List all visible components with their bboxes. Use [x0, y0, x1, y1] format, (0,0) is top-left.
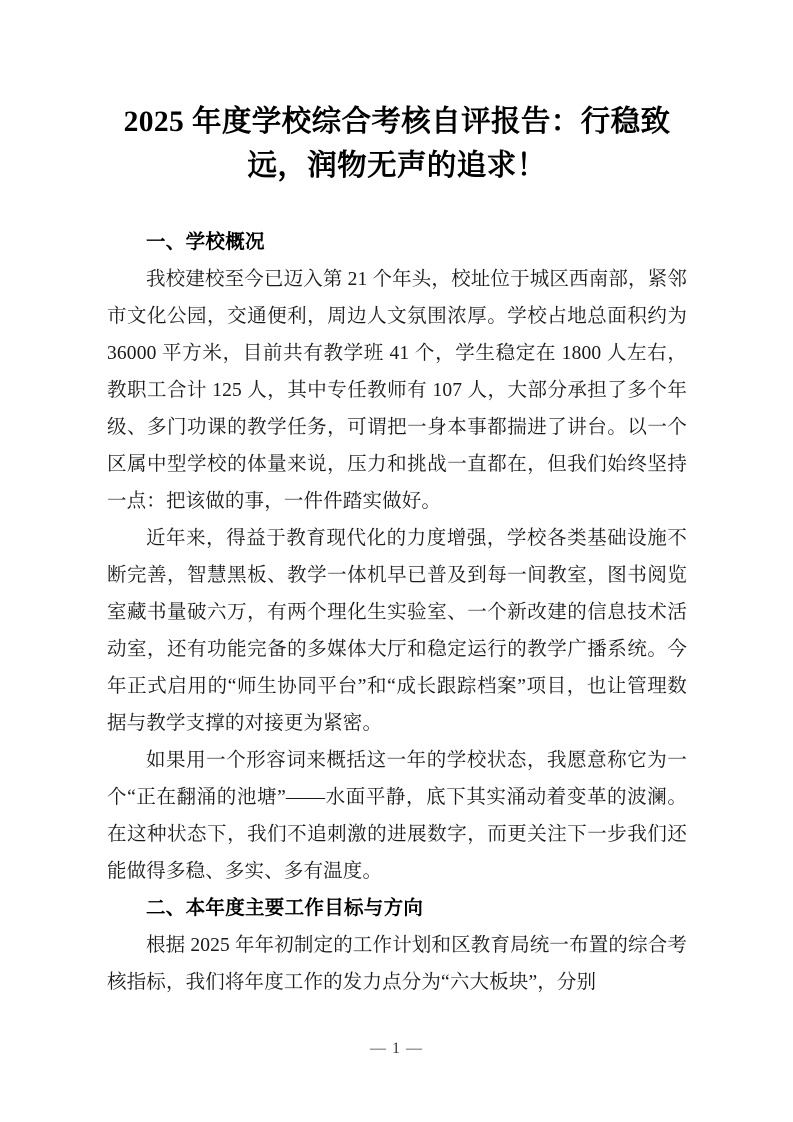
page-title [107, 100, 687, 188]
section-1-paragraph-1: 我校建校至今已迈入第 21 个年头，校址位于城区西南部，紧邻市文化公园，交通便利，周边人文氛围浓厚。学校占地总面积约为 36000 平方米，目前共有教学班 41 个，学生稳定在 1800 人左右，教职工合计 125 人，其中专任教师有 107 人，大部分承担了多个年级、多门功课的教学任务，可谓把一身本事都揣进了讲台。以一个区属中型学校的体量来说，压力和挑战一直都在，但我们始终坚持一点：把该做的事，一件件踏实做好。 [107, 269, 687, 512]
title-spacer [107, 188, 687, 224]
section-1-paragraph-3: 如果用一个形容词来概括这一年的学校状态，我愿意称它为一个“正在翻涌的池塘”——水面平静，底下其实涌动着变革的波澜。在这种状态下，我们不追刺激的进展数字，而更关注下一步我们还能做得多稳、多实、多有温度。 [107, 750, 687, 882]
document-body [107, 100, 687, 1001]
section-heading-2: 二、本年度主要工作目标与方向 [146, 897, 424, 919]
section-2-paragraph-1: 根据 2025 年年初制定的工作计划和区教育局统一布置的综合考核指标，我们将年度工作的发力点分为“六大板块”，分别 [107, 935, 687, 993]
page-title-line-2: 远，润物无声的追求！ [247, 150, 547, 182]
page-number-footer: — 1 — [370, 1040, 423, 1057]
section-1-paragraph-2: 近年来，得益于教育现代化的力度增强，学校各类基础设施不断完善，智慧黑板、教学一体机早已普及到每一间教室，图书阅览室藏书量破六万，有两个理化生实验室、一个新改建的信息技术活动室，还有功能完备的多媒体大厅和稳定运行的教学广播系统。今年正式启用的“师生协同平台”和“成长跟踪档案”项目，也让管理数据与教学支撑的对接更为紧密。 [107, 528, 687, 734]
page-title-line-1: 2025 年度学校综合考核自评报告：行稳致 [123, 106, 671, 138]
section-heading-1: 一、学校概况 [146, 231, 265, 253]
